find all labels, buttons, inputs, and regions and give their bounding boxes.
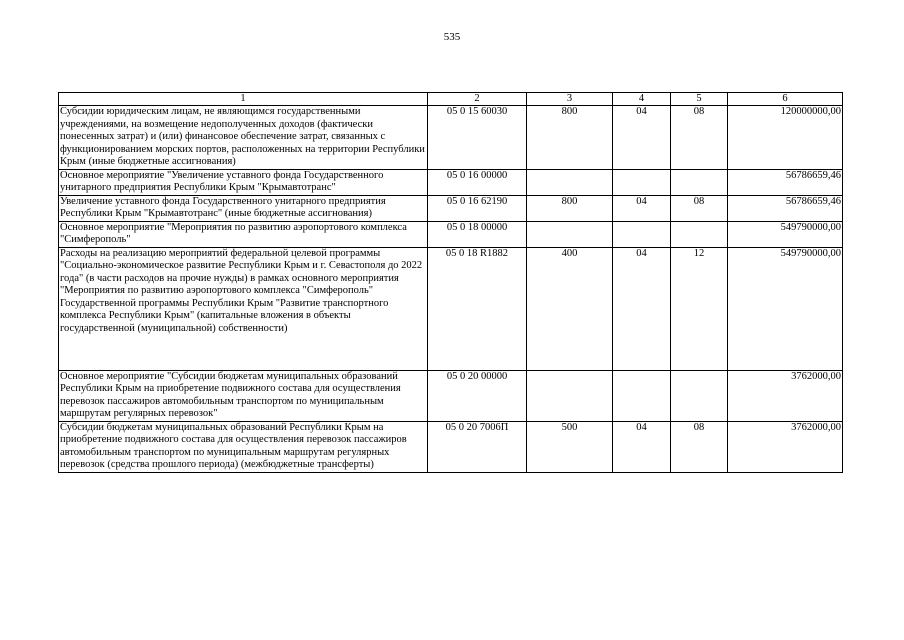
row-expense-type: 500: [527, 421, 613, 472]
row-expense-type: [527, 370, 613, 421]
row-code: 05 0 18 00000: [428, 221, 527, 247]
row-section: [613, 221, 671, 247]
table-row: [59, 370, 843, 421]
row-expense-type: 800: [527, 106, 613, 170]
row-subsection: [671, 169, 728, 195]
row-subsection: [671, 221, 728, 247]
budget-table: [58, 92, 843, 473]
header-col-3: 3: [527, 93, 613, 106]
table-row: [59, 221, 843, 247]
row-code: 05 0 16 00000: [428, 169, 527, 195]
row-amount: 56786659,46: [728, 195, 843, 221]
row-name: Субсидии бюджетам муниципальных образований Республики Крым на приобретение подвижного состава для осуществления перевозок пассажиров автомобильным транспортом по муниципальным маршрутам регулярных перевозок (средства прошлого периода) (межбюджетные трансферты): [59, 421, 428, 472]
table-row: [59, 421, 843, 472]
row-section: 04: [613, 421, 671, 472]
row-section: 04: [613, 106, 671, 170]
row-subsection: 08: [671, 195, 728, 221]
table-header-row: [59, 93, 843, 106]
row-code: 05 0 16 62190: [428, 195, 527, 221]
header-col-6: 6: [728, 93, 843, 106]
header-col-5: 5: [671, 93, 728, 106]
row-expense-type: [527, 169, 613, 195]
row-amount: 3762000,00: [728, 370, 843, 421]
row-section: 04: [613, 195, 671, 221]
row-expense-type: 800: [527, 195, 613, 221]
row-expense-type: [527, 221, 613, 247]
row-code: 05 0 20 00000: [428, 370, 527, 421]
page-number: 535: [443, 31, 461, 43]
row-name: Основное мероприятие "Увеличение уставного фонда Государственного унитарного предприятия Республики Крым "Крымавтотранс": [59, 169, 428, 195]
row-section: 04: [613, 247, 671, 370]
row-name: Основное мероприятие "Субсидии бюджетам муниципальных образований Республики Крым на приобретение подвижного состава для осуществления перевозок пассажиров автомобильным транспортом по муниципальным маршрутам регулярных перевозок": [59, 370, 428, 421]
row-section: [613, 370, 671, 421]
table-row: [59, 106, 843, 170]
row-code: 05 0 18 R1882: [428, 247, 527, 370]
row-amount: 56786659,46: [728, 169, 843, 195]
table-row: [59, 195, 843, 221]
table-row: [59, 169, 843, 195]
row-subsection: 08: [671, 106, 728, 170]
row-amount: 549790000,00: [728, 247, 843, 370]
row-code: 05 0 20 7006П: [428, 421, 527, 472]
table-row: [59, 247, 843, 370]
row-expense-type: 400: [527, 247, 613, 370]
row-name: Расходы на реализацию мероприятий федеральной целевой программы "Социально-экономическое развитие Республики Крым и г. Севастополя до 2022 года" (в части расходов на прочие нужды) в рамках основного мероприятия "Мероприятия по развитию аэропортового комплекса "Симферополь" Государственной программы Республики Крым "Развитие транспортного комплекса Республики Крым" (капитальные вложения в объекты государственной (муниципальной) собственности): [59, 247, 428, 370]
header-col-2: 2: [428, 93, 527, 106]
header-col-4: 4: [613, 93, 671, 106]
row-subsection: 08: [671, 421, 728, 472]
row-name: Увеличение уставного фонда Государственного унитарного предприятия Республики Крым "Крымавтотранс" (иные бюджетные ассигнования): [59, 195, 428, 221]
header-col-1: 1: [59, 93, 428, 106]
row-code: 05 0 15 60030: [428, 106, 527, 170]
row-amount: 120000000,00: [728, 106, 843, 170]
row-subsection: 12: [671, 247, 728, 370]
row-name: Основное мероприятие "Мероприятия по развитию аэропортового комплекса "Симферополь": [59, 221, 428, 247]
row-amount: 3762000,00: [728, 421, 843, 472]
row-name: Субсидии юридическим лицам, не являющимся государственными учреждениями, на возмещение недополученных доходов (фактически понесенных затрат) и (или) финансовое обеспечение затрат, связанных с функционированием морских портов, расположенных на территории Республики Крым (иные бюджетные ассигнования): [59, 106, 428, 170]
row-subsection: [671, 370, 728, 421]
row-section: [613, 169, 671, 195]
row-amount: 549790000,00: [728, 221, 843, 247]
